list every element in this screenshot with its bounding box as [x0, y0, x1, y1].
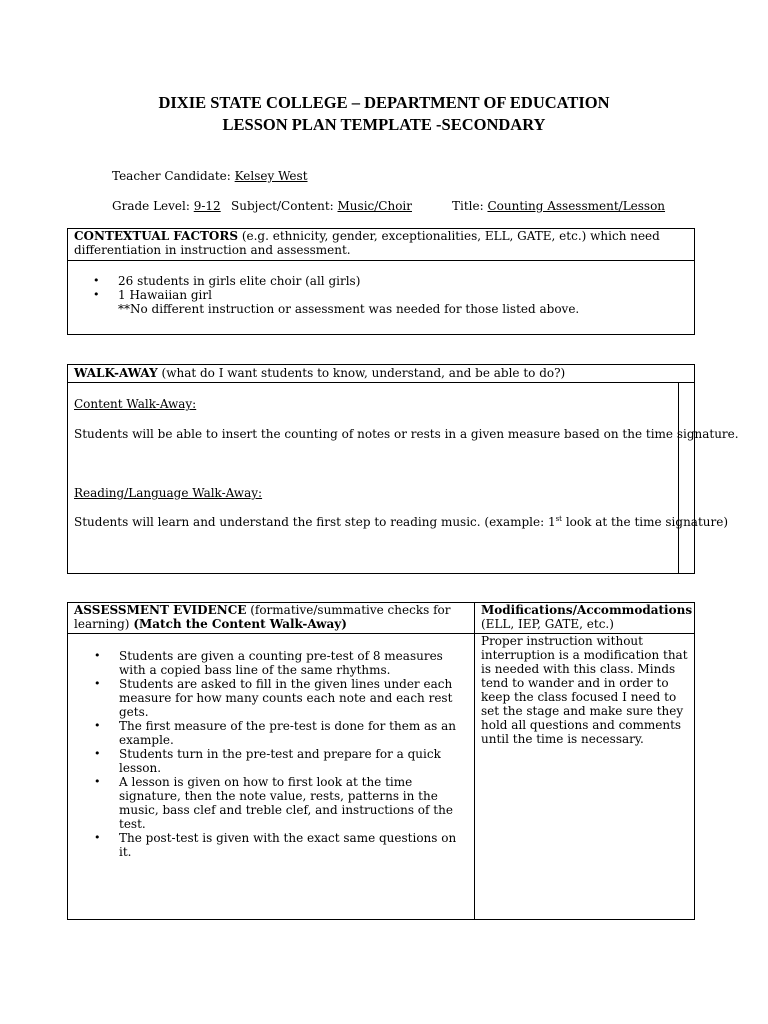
document-title	[0, 92, 768, 136]
list-item: • A lesson is given on how to first look at the time signature, then the note value, rests, patterns in the music, bass clef and treble clef, and instructions of the test.	[119, 775, 468, 831]
modifications-note: (ELL, IEP, GATE, etc.)	[481, 617, 614, 631]
assessment-evidence-box	[67, 602, 695, 920]
assessment-divider	[474, 603, 475, 919]
assessment-evidence-heading-2: (Match the Content Walk-Away)	[133, 617, 347, 631]
contextual-factors-box	[67, 228, 695, 335]
grade-label: Grade Level:	[112, 199, 194, 213]
list-item: • The first measure of the pre-test is done for them as an example.	[119, 719, 468, 747]
modifications-text: Proper instruction without interruption is a modification that is needed with this class. Minds tend to wander and in order to keep the class focused I need to set the stage and make sure they hold all questions and comments until the time is necessary.	[481, 634, 688, 746]
contextual-factors-note-2: differentiation in instruction and assessment.	[74, 243, 351, 257]
list-item: • Students turn in the pre-test and prepare for a quick lesson.	[119, 747, 468, 775]
assessment-evidence-note-2: learning)	[74, 617, 134, 631]
contextual-factors-note: **No different instruction or assessment was needed for those listed above.	[118, 302, 580, 316]
content-walk-away-text: Students will be able to insert the counting of notes or rests in a given measure based on the time signature.	[74, 427, 739, 441]
modifications-header	[475, 603, 694, 634]
reading-text-part-2: look at the time signature)	[562, 515, 729, 529]
list-item: • The post-test is given with the exact same questions on it.	[119, 831, 468, 859]
walk-away-header	[68, 365, 694, 383]
walk-away-right-column	[678, 383, 679, 573]
list-item: • Students are given a counting pre-test of 8 measures with a copied bass line of the same rhythms.	[119, 649, 468, 677]
contextual-factors-heading: CONTEXTUAL FACTORS	[74, 229, 239, 243]
lesson-title-value: Counting Assessment/Lesson	[487, 199, 666, 213]
list-item: • 1 Hawaiian girl	[118, 288, 694, 302]
lesson-title-line	[452, 199, 665, 213]
list-item: • Students are asked to fill in the given lines under each measure for how many counts each note and each rest gets.	[119, 677, 468, 719]
contextual-factors-note-1: (e.g. ethnicity, gender, exceptionalities, ELL, GATE, etc.) which need	[238, 229, 660, 243]
subject-label: Subject/Content:	[231, 199, 338, 213]
teacher-label: Teacher Candidate:	[112, 169, 235, 183]
contextual-factors-list	[68, 274, 694, 302]
subject-value: Music/Choir	[337, 199, 412, 213]
title-line-2: LESSON PLAN TEMPLATE -SECONDARY	[222, 115, 546, 134]
reading-walk-away-label: Reading/Language Walk-Away:	[74, 486, 263, 500]
reading-text-part-1: Students will learn and understand the first step to reading music. (example: 1	[74, 515, 556, 529]
assessment-evidence-body	[68, 649, 468, 859]
modifications-heading: Modifications/Accommodations	[481, 603, 693, 617]
subject-line	[231, 199, 412, 213]
title-line-1: DIXIE STATE COLLEGE – DEPARTMENT OF EDUCATION	[158, 93, 610, 112]
lesson-title-label: Title:	[452, 199, 488, 213]
reading-walk-away-text	[74, 515, 728, 529]
contextual-factors-header	[68, 229, 694, 261]
assessment-evidence-note-1: (formative/summative checks for	[246, 603, 451, 617]
walk-away-box	[67, 364, 739, 574]
reading-text-superscript: st	[555, 515, 562, 523]
contextual-factors-body	[68, 261, 694, 316]
grade-level-line	[112, 199, 221, 213]
assessment-evidence-heading: ASSESSMENT EVIDENCE	[74, 603, 247, 617]
content-walk-away-label: Content Walk-Away:	[74, 397, 197, 411]
grade-value: 9-12	[193, 199, 221, 213]
assessment-evidence-list	[68, 649, 468, 859]
walk-away-heading: WALK-AWAY	[74, 366, 158, 380]
assessment-evidence-header	[68, 603, 474, 634]
teacher-value: Kelsey West	[234, 169, 308, 183]
list-item: • 26 students in girls elite choir (all girls)	[118, 274, 694, 288]
teacher-candidate-line	[112, 169, 308, 183]
walk-away-note: (what do I want students to know, understand, and be able to do?)	[157, 366, 566, 380]
